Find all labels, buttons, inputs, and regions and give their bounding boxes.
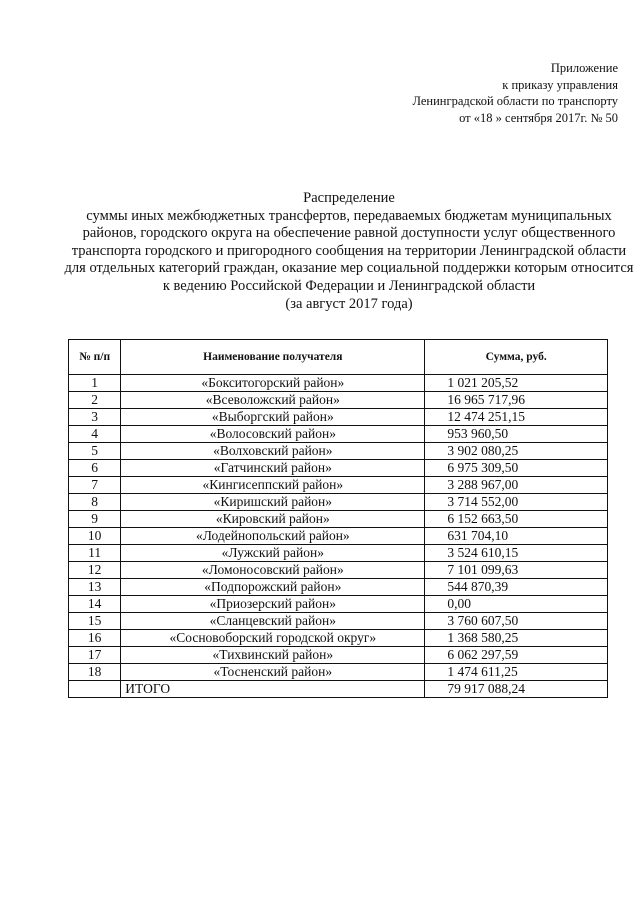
row-sum: 3 288 967,00: [425, 477, 608, 494]
title-period: (за август 2017 года): [285, 295, 413, 312]
row-sum: 6 062 297,59: [425, 647, 608, 664]
table-row: [69, 409, 608, 426]
row-recipient: «Выборгский район»: [121, 409, 425, 426]
row-sum: 3 902 080,25: [425, 443, 608, 460]
row-sum: 3 760 607,50: [425, 613, 608, 630]
row-sum: 544 870,39: [425, 579, 608, 596]
row-recipient: «Кингисеппский район»: [121, 477, 425, 494]
row-num: 6: [69, 460, 121, 477]
row-sum: 1 368 580,25: [425, 630, 608, 647]
row-num: 1: [69, 375, 121, 392]
row-recipient: «Бокситогорский район»: [121, 375, 425, 392]
row-recipient: «Гатчинский район»: [121, 460, 425, 477]
row-sum: 631 704,10: [425, 528, 608, 545]
table-row: [69, 647, 608, 664]
row-recipient: «Лужский район»: [121, 545, 425, 562]
row-sum: 12 474 251,15: [425, 409, 608, 426]
row-sum: 1 021 205,52: [425, 375, 608, 392]
table-row: [69, 477, 608, 494]
row-num: 3: [69, 409, 121, 426]
table-row: [69, 664, 608, 681]
row-recipient: «Сосновоборский городской округ»: [121, 630, 425, 647]
appendix-order-ref: к приказу управления: [502, 77, 618, 92]
table-row: [69, 613, 608, 630]
row-sum: 1 474 611,25: [425, 664, 608, 681]
row-num: 13: [69, 579, 121, 596]
row-sum: 0,00: [425, 596, 608, 613]
row-sum: 953 960,50: [425, 426, 608, 443]
row-recipient: «Приозерский район»: [121, 596, 425, 613]
total-sum: 79 917 088,24: [425, 681, 608, 698]
row-recipient: «Сланцевский район»: [121, 613, 425, 630]
table-header-row: [69, 340, 608, 375]
table-row: [69, 562, 608, 579]
row-num: 18: [69, 664, 121, 681]
distribution-table: [68, 339, 608, 698]
total-num: [69, 681, 121, 698]
row-sum: 6 975 309,50: [425, 460, 608, 477]
table-row: [69, 392, 608, 409]
table-row: [69, 528, 608, 545]
table-body: [69, 375, 608, 698]
row-num: 8: [69, 494, 121, 511]
row-recipient: «Волосовский район»: [121, 426, 425, 443]
row-recipient: «Тихвинский район»: [121, 647, 425, 664]
header-name: Наименование получателя: [121, 340, 425, 375]
row-num: 9: [69, 511, 121, 528]
title-heading: Распределение: [303, 190, 395, 206]
row-recipient: «Всеволожский район»: [121, 392, 425, 409]
row-recipient: «Волховский район»: [121, 443, 425, 460]
row-num: 11: [69, 545, 121, 562]
appendix-order-date: от «18 » сентября 2017г. № 50: [459, 110, 618, 125]
row-num: 14: [69, 596, 121, 613]
document-title: [60, 190, 638, 313]
table-row: [69, 596, 608, 613]
appendix-department: Ленинградской области по транспорту: [412, 94, 618, 108]
row-recipient: «Кировский район»: [121, 511, 425, 528]
table-row: [69, 511, 608, 528]
total-label: ИТОГО: [121, 681, 425, 698]
row-num: 15: [69, 613, 121, 630]
row-sum: 16 965 717,96: [425, 392, 608, 409]
header-num: № п/п: [69, 340, 121, 375]
table-row: [69, 375, 608, 392]
table-row: [69, 630, 608, 647]
row-recipient: «Подпорожский район»: [121, 579, 425, 596]
row-sum: 7 101 099,63: [425, 562, 608, 579]
appendix-label: Приложение: [550, 61, 618, 75]
row-num: 7: [69, 477, 121, 494]
table-row: [69, 579, 608, 596]
row-num: 2: [69, 392, 121, 409]
row-num: 16: [69, 630, 121, 647]
row-num: 10: [69, 528, 121, 545]
table-row: [69, 443, 608, 460]
row-sum: 6 152 663,50: [425, 511, 608, 528]
table-row: [69, 494, 608, 511]
header-sum: Сумма, руб.: [425, 340, 608, 375]
table-row: [69, 426, 608, 443]
appendix-reference: [412, 60, 618, 126]
row-num: 5: [69, 443, 121, 460]
row-num: 12: [69, 562, 121, 579]
title-body: суммы иных межбюджетных трансфертов, передаваемых бюджетам муниципальных районов, городского округа на обеспечение равной доступности услуг общественного транспорта городского и пригородного сообщения на территории Ленинградской области для отдельных категорий граждан, оказание мер социальной поддержки которым относится к ведению Российской Федерации и Ленинградской области: [64, 207, 634, 294]
row-num: 17: [69, 647, 121, 664]
table-total-row: [69, 681, 608, 698]
row-sum: 3 714 552,00: [425, 494, 608, 511]
row-recipient: «Тосненский район»: [121, 664, 425, 681]
row-recipient: «Лодейнопольский район»: [121, 528, 425, 545]
row-recipient: «Киришский район»: [121, 494, 425, 511]
table-row: [69, 545, 608, 562]
row-num: 4: [69, 426, 121, 443]
row-sum: 3 524 610,15: [425, 545, 608, 562]
row-recipient: «Ломоносовский район»: [121, 562, 425, 579]
table-row: [69, 460, 608, 477]
